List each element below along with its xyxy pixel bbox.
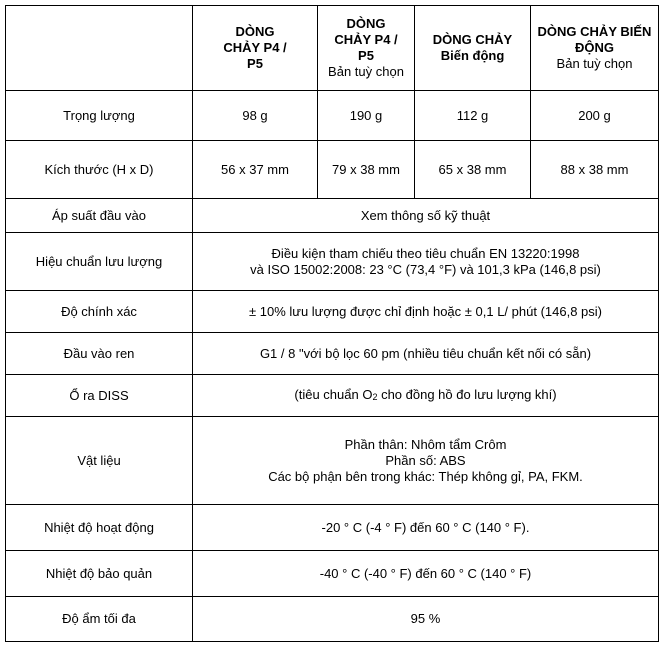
text-line: và ISO 15002:2008: 23 °C (73,4 °F) và 101,3 kPa (146,8 psi) (250, 261, 601, 277)
table-cell: 79 x 38 mm (318, 141, 415, 199)
header-title: DÒNG CHẢY BIẾN ĐỘNG (537, 24, 652, 55)
table-row-storage-temp (6, 551, 659, 597)
header-cell-p4-p5 (193, 6, 318, 91)
table-cell: Xem thông số kỹ thuật (193, 199, 659, 233)
text-part: (tiêu chuẩn O (294, 386, 373, 402)
header-row (6, 6, 659, 91)
table-row-accuracy (6, 291, 659, 333)
text-part: cho đồng hồ đo lưu lượng khí) (377, 386, 557, 402)
row-label: Đầu vào ren (6, 333, 193, 375)
subscript: 2 (372, 391, 378, 402)
text-line: Phần số: ABS (385, 452, 466, 468)
row-label: Độ ẩm tối đa (6, 597, 193, 642)
header-title: DÒNG CHẢY P4 / P5 (223, 24, 287, 71)
table-cell: ± 10% lưu lượng được chỉ định hoặc ± 0,1 L/ phút (146,8 psi) (193, 291, 659, 333)
header-cell-variable (415, 6, 531, 91)
spec-table (5, 5, 659, 642)
row-label: Hiệu chuẩn lưu lượng (6, 233, 193, 291)
table-cell: 88 x 38 mm (531, 141, 659, 199)
table-row-operating-temp (6, 505, 659, 551)
row-label: Trọng lượng (6, 91, 193, 141)
text-line: Điều kiện tham chiếu theo tiêu chuẩn EN 13220:1998 (271, 245, 580, 261)
table-row-diss-outlet (6, 375, 659, 417)
table-row-size (6, 141, 659, 199)
header-subtitle: Bản tuỳ chọn (328, 64, 404, 79)
header-title: DÒNG CHẢY P4 / P5 (334, 16, 398, 63)
table-row-weight (6, 91, 659, 141)
text-line: Phần thân: Nhôm tẩm Crôm (344, 436, 507, 452)
table-cell (193, 233, 659, 291)
header-subtitle: Bản tuỳ chọn (556, 56, 633, 71)
row-label: Vật liệu (6, 417, 193, 505)
table-cell: 200 g (531, 91, 659, 141)
table-cell: 112 g (415, 91, 531, 141)
row-label: Ổ ra DISS (6, 375, 193, 417)
table-cell: 65 x 38 mm (415, 141, 531, 199)
table-cell: G1 / 8 "với bộ lọc 60 pm (nhiều tiêu chuẩn kết nối có sẵn) (193, 333, 659, 375)
header-cell-variable-optional (531, 6, 659, 91)
row-label: Kích thước (H x D) (6, 141, 193, 199)
table-row-material (6, 417, 659, 505)
table-cell: -20 ° C (-4 ° F) đến 60 ° C (140 ° F). (193, 505, 659, 551)
table-cell: 190 g (318, 91, 415, 141)
table-cell: 95 % (193, 597, 659, 642)
row-label: Nhiệt độ hoạt động (6, 505, 193, 551)
table-row-thread-inlet (6, 333, 659, 375)
header-cell-p4-p5-optional (318, 6, 415, 91)
table-cell: 98 g (193, 91, 318, 141)
header-corner-cell (6, 6, 193, 91)
row-label: Áp suất đầu vào (6, 199, 193, 233)
table-cell (193, 375, 659, 417)
table-cell: -40 ° C (-40 ° F) đến 60 ° C (140 ° F) (193, 551, 659, 597)
text-line: Các bộ phận bên trong khác: Thép không gỉ, PA, FKM. (268, 468, 583, 484)
table-row-max-humidity (6, 597, 659, 642)
header-title: DÒNG CHẢY Biến động (432, 32, 513, 63)
row-label: Độ chính xác (6, 291, 193, 333)
row-label: Nhiệt độ bảo quản (6, 551, 193, 597)
table-cell (193, 417, 659, 505)
table-row-flow-calibration (6, 233, 659, 291)
table-row-inlet-pressure (6, 199, 659, 233)
table-cell: 56 x 37 mm (193, 141, 318, 199)
